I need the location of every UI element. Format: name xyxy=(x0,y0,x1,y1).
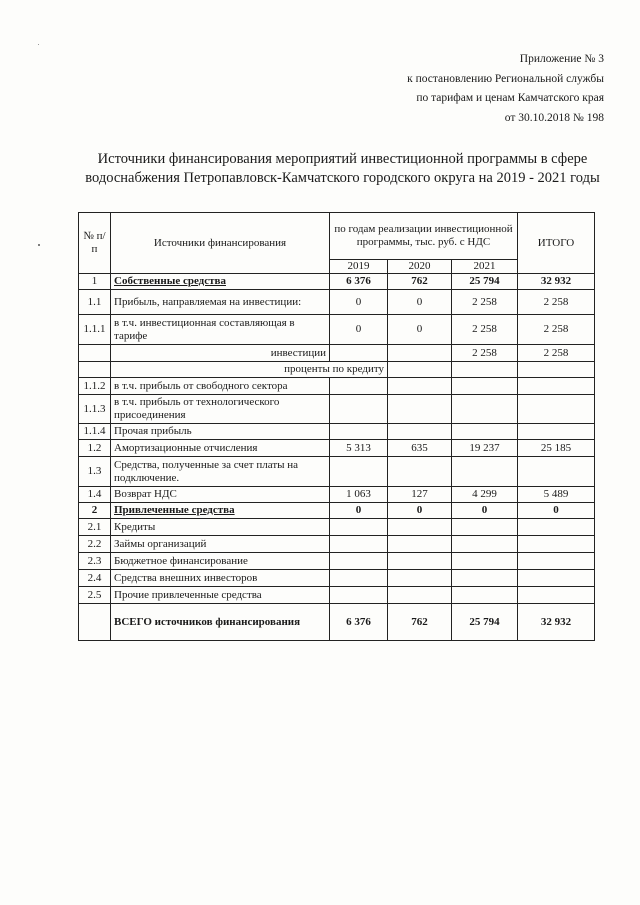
header-row xyxy=(79,213,595,260)
row-total xyxy=(518,570,595,587)
row-2021 xyxy=(452,587,518,604)
row-num: 1 xyxy=(79,274,111,290)
table-row xyxy=(79,315,595,345)
row-total: 5 489 xyxy=(518,487,595,503)
appendix-header xyxy=(407,50,604,128)
row-2021 xyxy=(452,536,518,553)
row-num xyxy=(79,362,111,378)
row-2020: 762 xyxy=(388,274,452,290)
row-num: 2.3 xyxy=(79,553,111,570)
table-row xyxy=(79,519,595,536)
row-total xyxy=(518,424,595,440)
table-row xyxy=(79,378,595,395)
row-total: 2 258 xyxy=(518,290,595,315)
header-year-2021: 2021 xyxy=(452,260,518,274)
row-2021 xyxy=(452,362,518,378)
document-title xyxy=(70,150,615,188)
row-2019 xyxy=(330,395,388,424)
row-2021 xyxy=(452,570,518,587)
appendix-number: Приложение № 3 xyxy=(519,53,604,65)
row-2020: 0 xyxy=(388,315,452,345)
row-2020 xyxy=(388,536,452,553)
scan-speck xyxy=(38,44,39,45)
row-num: 2.5 xyxy=(79,587,111,604)
row-2021: 2 258 xyxy=(452,345,518,362)
table-row xyxy=(79,362,595,378)
row-2019: 1 063 xyxy=(330,487,388,503)
row-num xyxy=(79,604,111,641)
row-label: ВСЕГО источников финансирования xyxy=(111,604,330,641)
row-label: Займы организаций xyxy=(111,536,330,553)
row-2019: 0 xyxy=(330,315,388,345)
row-2020 xyxy=(388,457,452,487)
row-num: 1.1 xyxy=(79,290,111,315)
header-year-2019: 2019 xyxy=(330,260,388,274)
header-total: ИТОГО xyxy=(518,213,595,274)
row-num: 2.4 xyxy=(79,570,111,587)
row-total: 0 xyxy=(518,503,595,519)
row-2019 xyxy=(330,553,388,570)
row-label: Средства внешних инвесторов xyxy=(111,570,330,587)
row-total xyxy=(518,519,595,536)
row-total xyxy=(518,362,595,378)
row-2019 xyxy=(330,378,388,395)
title-line-1: Источники финансирования мероприятий инвестиционной программы в сфере xyxy=(97,151,588,167)
row-2021: 4 299 xyxy=(452,487,518,503)
table-row xyxy=(79,395,595,424)
row-2019: 5 313 xyxy=(330,440,388,457)
row-num: 1.1.4 xyxy=(79,424,111,440)
row-label: в т.ч. прибыль от технологического присоединения xyxy=(111,395,330,424)
appendix-date: от 30.10.2018 № 198 xyxy=(504,111,604,124)
row-2021 xyxy=(452,457,518,487)
row-label: проценты по кредиту xyxy=(111,362,388,378)
row-label: Амортизационные отчисления xyxy=(111,440,330,457)
row-total: 32 932 xyxy=(518,604,595,641)
row-2020 xyxy=(388,587,452,604)
row-2019 xyxy=(330,424,388,440)
row-label: в т.ч. прибыль от свободного сектора xyxy=(111,378,330,395)
row-2019 xyxy=(330,536,388,553)
row-2019 xyxy=(330,570,388,587)
row-2019: 6 376 xyxy=(330,604,388,641)
row-2021: 25 794 xyxy=(452,604,518,641)
table-row xyxy=(79,424,595,440)
row-label: инвестиции xyxy=(111,345,330,362)
row-2020: 127 xyxy=(388,487,452,503)
table-row xyxy=(79,570,595,587)
row-label: Средства, полученные за счет платы на подключение. xyxy=(111,457,330,487)
table-row xyxy=(79,553,595,570)
row-label: Прибыль, направляемая на инвестиции: xyxy=(111,290,330,315)
row-label: Привлеченные средства xyxy=(111,503,330,519)
row-2020 xyxy=(388,424,452,440)
row-2020: 762 xyxy=(388,604,452,641)
row-2021: 0 xyxy=(452,503,518,519)
row-num: 2.2 xyxy=(79,536,111,553)
header-by-years: по годам реализации инвестиционной программы, тыс. руб. с НДС xyxy=(330,213,518,260)
row-label: Прочая прибыль xyxy=(111,424,330,440)
row-total: 32 932 xyxy=(518,274,595,290)
row-num: 2 xyxy=(79,503,111,519)
row-2019 xyxy=(330,457,388,487)
table-row xyxy=(79,345,595,362)
row-2020 xyxy=(388,519,452,536)
row-num: 1.1.3 xyxy=(79,395,111,424)
row-2020 xyxy=(388,378,452,395)
row-total xyxy=(518,587,595,604)
row-total xyxy=(518,395,595,424)
row-total xyxy=(518,536,595,553)
row-num: 1.1.1 xyxy=(79,315,111,345)
row-2021 xyxy=(452,519,518,536)
row-label: Собственные средства xyxy=(111,274,330,290)
row-label: Кредиты xyxy=(111,519,330,536)
row-2020 xyxy=(388,345,452,362)
row-2019 xyxy=(330,519,388,536)
row-total: 2 258 xyxy=(518,345,595,362)
table-row xyxy=(79,290,595,315)
row-label: Возврат НДС xyxy=(111,487,330,503)
table-row xyxy=(79,457,595,487)
row-2019 xyxy=(330,345,388,362)
row-2021: 2 258 xyxy=(452,315,518,345)
row-num: 1.3 xyxy=(79,457,111,487)
row-2020 xyxy=(388,553,452,570)
header-num: № п/п xyxy=(79,213,111,274)
table-row xyxy=(79,503,595,519)
row-2019: 0 xyxy=(330,290,388,315)
financing-sources-table xyxy=(78,212,595,641)
row-label: в т.ч. инвестиционная составляющая в тарифе xyxy=(111,315,330,345)
appendix-agency: по тарифам и ценам Камчатского края xyxy=(416,92,604,104)
table-row xyxy=(79,274,595,290)
table-row xyxy=(79,440,595,457)
row-label: Бюджетное финансирование xyxy=(111,553,330,570)
row-2021 xyxy=(452,395,518,424)
table-row xyxy=(79,487,595,503)
row-2020 xyxy=(388,362,452,378)
header-year-2020: 2020 xyxy=(388,260,452,274)
row-num xyxy=(79,345,111,362)
row-label: Прочие привлеченные средства xyxy=(111,587,330,604)
row-2020 xyxy=(388,395,452,424)
row-num: 2.1 xyxy=(79,519,111,536)
row-total xyxy=(518,553,595,570)
row-2020: 635 xyxy=(388,440,452,457)
row-2019: 0 xyxy=(330,503,388,519)
row-2019: 6 376 xyxy=(330,274,388,290)
row-2021 xyxy=(452,424,518,440)
header-source: Источники финансирования xyxy=(111,213,330,274)
row-2021 xyxy=(452,378,518,395)
row-2020: 0 xyxy=(388,290,452,315)
row-2020: 0 xyxy=(388,503,452,519)
row-2021: 25 794 xyxy=(452,274,518,290)
table-row xyxy=(79,604,595,641)
row-num: 1.4 xyxy=(79,487,111,503)
title-line-2: водоснабжения Петропавловск-Камчатского городского округа на 2019 - 2021 годы xyxy=(85,170,600,186)
row-total: 25 185 xyxy=(518,440,595,457)
scan-dot xyxy=(38,244,40,246)
table-row xyxy=(79,536,595,553)
appendix-resolution: к постановлению Региональной службы xyxy=(407,72,604,85)
row-2020 xyxy=(388,570,452,587)
row-num: 1.2 xyxy=(79,440,111,457)
row-2019 xyxy=(330,587,388,604)
table-row xyxy=(79,587,595,604)
row-2021: 2 258 xyxy=(452,290,518,315)
row-total xyxy=(518,378,595,395)
row-num: 1.1.2 xyxy=(79,378,111,395)
row-2021 xyxy=(452,553,518,570)
row-total xyxy=(518,457,595,487)
row-total: 2 258 xyxy=(518,315,595,345)
row-2021: 19 237 xyxy=(452,440,518,457)
